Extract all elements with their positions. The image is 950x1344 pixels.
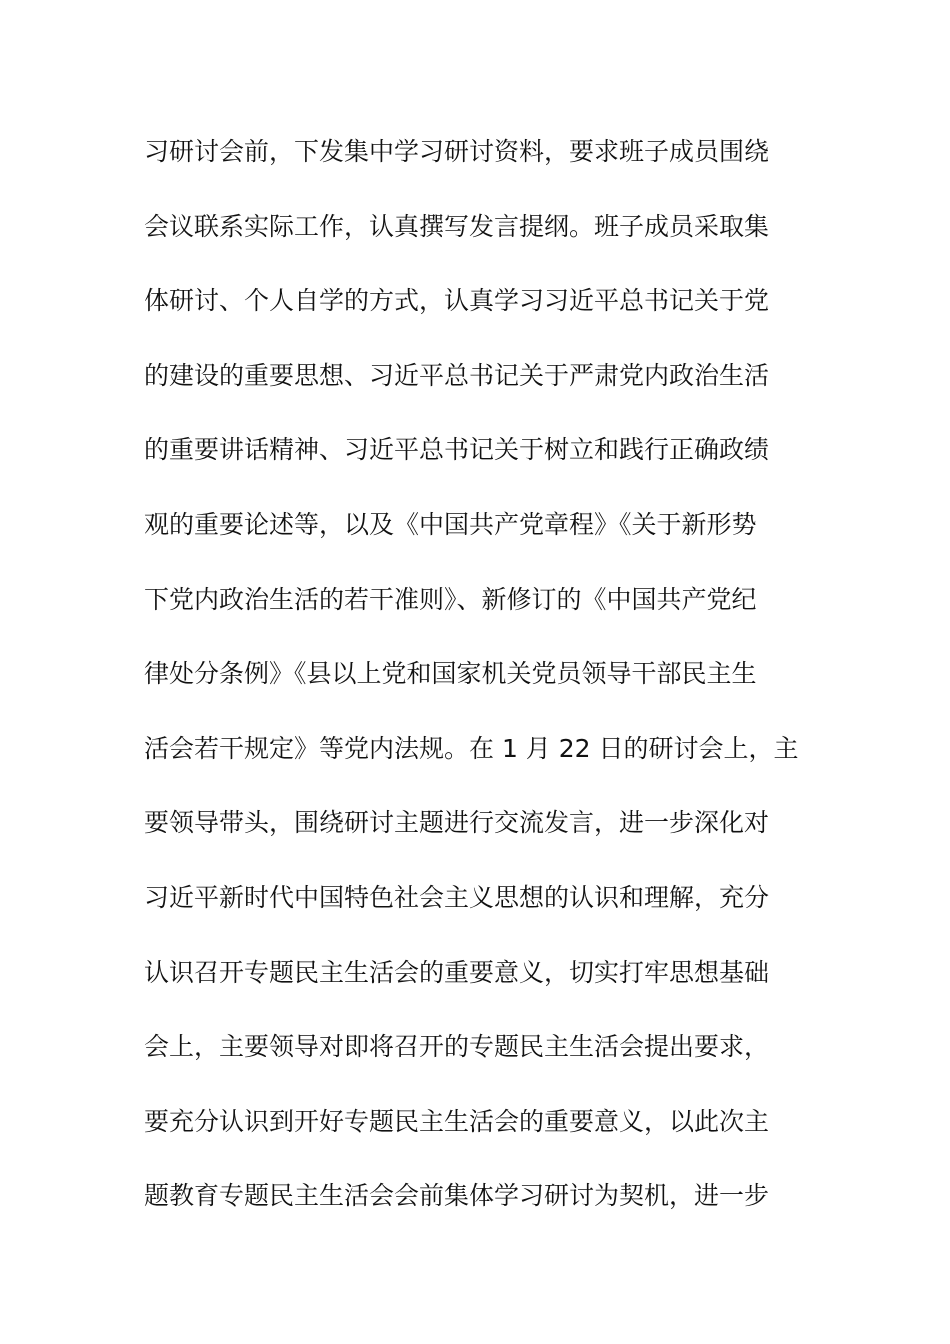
text-line: 题教育专题民主生活会会前集体学习研讨为契机，进一步	[144, 1181, 770, 1211]
text-line: 律处分条例》《县以上党和国家机关党员领导干部民主生	[144, 659, 757, 689]
text-line: 习研讨会前，下发集中学习研讨资料，要求班子成员围绕	[144, 137, 770, 166]
text-line: 的建设的重要思想、习近平总书记关于严肃党内政治生活	[144, 360, 770, 390]
body-paragraph	[144, 122, 814, 1241]
text-line: 习近平新时代中国特色社会主义思想的认识和理解，充分	[144, 882, 770, 912]
text-line: 的重要讲话精神、习近平总书记关于树立和践行正确政绩	[144, 435, 770, 465]
text-line: 会议联系实际工作，认真撰写发言提纲。班子成员采取集	[144, 211, 770, 241]
text-line: 认识召开专题民主生活会的重要意义，切实打牢思想基础	[144, 957, 770, 987]
text-line: 观的重要论述等，以及《中国共产党章程》《关于新形势	[144, 509, 757, 539]
text-line: 要领导带头，围绕研讨主题进行交流发言，进一步深化对	[144, 808, 770, 838]
text-line: 体研讨、个人自学的方式，认真学习习近平总书记关于党	[144, 286, 770, 316]
text-line: 会上，主要领导对即将召开的专题民主生活会提出要求，	[144, 1032, 770, 1062]
text-line: 下党内政治生活的若干准则》、新修订的《中国共产党纪	[144, 584, 757, 614]
text-line: 要充分认识到开好专题民主生活会的重要意义，以此次主	[144, 1106, 770, 1136]
text-line: 活会若干规定》等党内法规。在 1 月 22 日的研讨会上，主	[144, 733, 799, 763]
